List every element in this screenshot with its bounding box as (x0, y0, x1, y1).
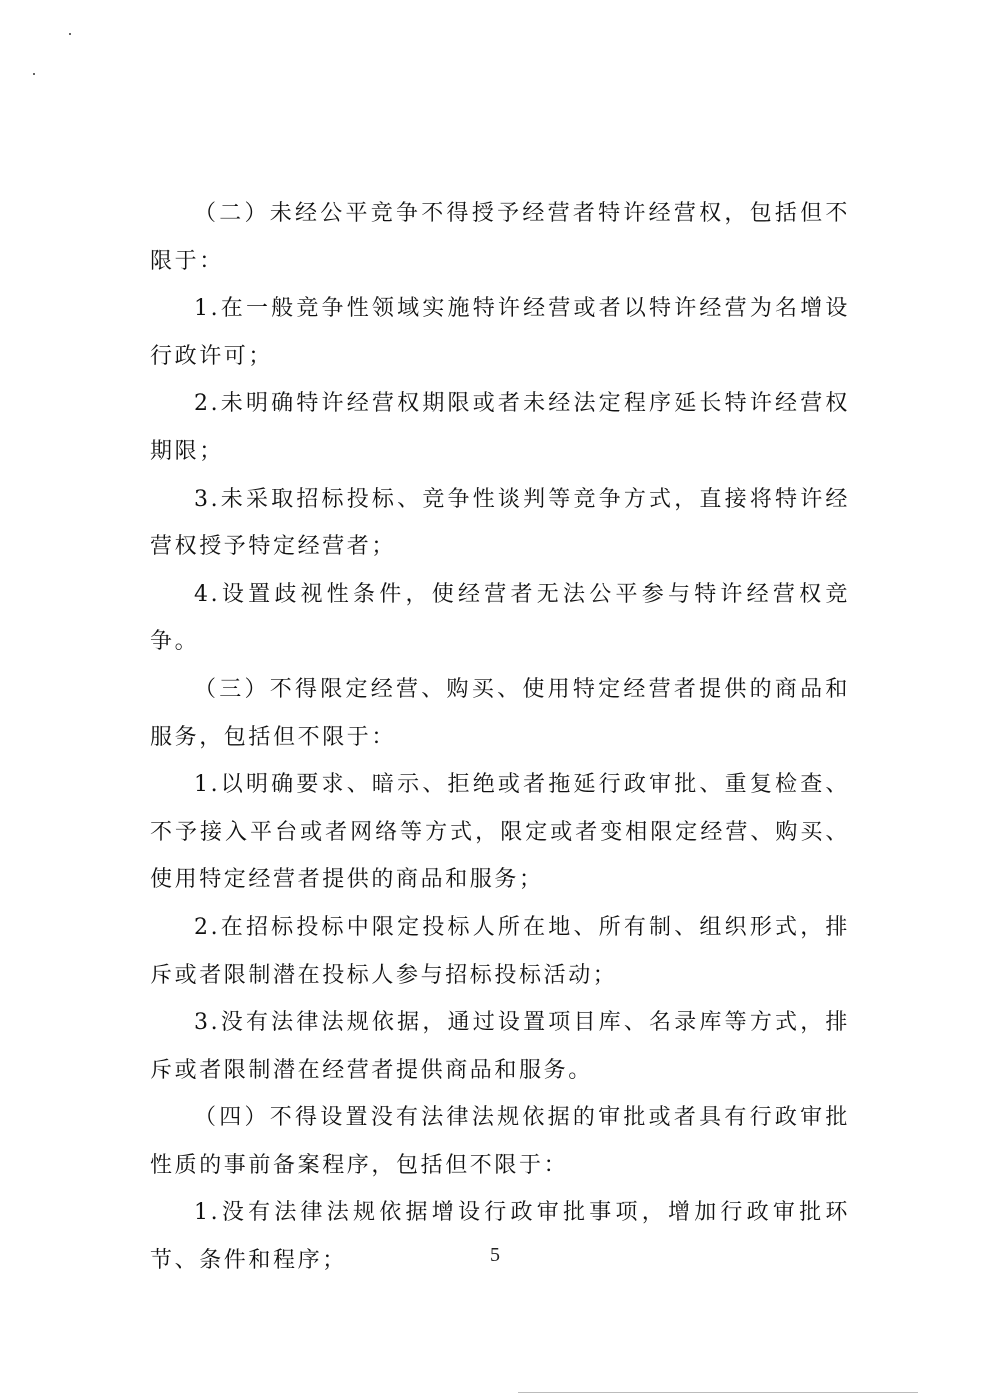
list-item: 4.设置歧视性条件，使经营者无法公平参与特许经营权竞争。 (150, 581, 850, 655)
list-item: 1.在一般竞争性领域实施特许经营或者以特许经营为名增设行政许可； (150, 296, 850, 369)
section-heading-3: （三）不得限定经营、购买、使用特定经营者提供的商品和服务，包括但不限于： (150, 676, 850, 750)
document-body (150, 190, 850, 1285)
list-item: 3.未采取招标投标、竞争性谈判等竞争方式，直接将特许经营权授予特定经营者； (150, 486, 850, 560)
list-item: 1.没有法律法规依据增设行政审批事项，增加行政审批环节、条件和程序； (150, 1200, 850, 1274)
section-heading-2: （二）未经公平竞争不得授予经营者特许经营权，包括但不限于： (150, 201, 850, 274)
scan-speck (69, 33, 71, 35)
section-heading-4: （四）不得设置没有法律法规依据的审批或者具有行政审批性质的事前备案程序，包括但不限于： (150, 1105, 850, 1178)
scan-speck (33, 73, 35, 75)
list-item: 2.未明确特许经营权期限或者未经法定程序延长特许经营权期限； (150, 391, 850, 464)
page-number: 5 (490, 1244, 500, 1266)
list-item: 1.以明确要求、暗示、拒绝或者拖延行政审批、重复检查、不予接入平台或者网络等方式，限定或者变相限定经营、购买、使用特定经营者提供的商品和服务； (150, 772, 850, 893)
list-item: 2.在招标投标中限定投标人所在地、所有制、组织形式，排斥或者限制潜在投标人参与招标投标活动； (150, 914, 850, 988)
scan-edge-line (518, 1392, 918, 1393)
list-item: 3.没有法律法规依据，通过设置项目库、名录库等方式，排斥或者限制潜在经营者提供商品和服务。 (150, 1010, 850, 1083)
